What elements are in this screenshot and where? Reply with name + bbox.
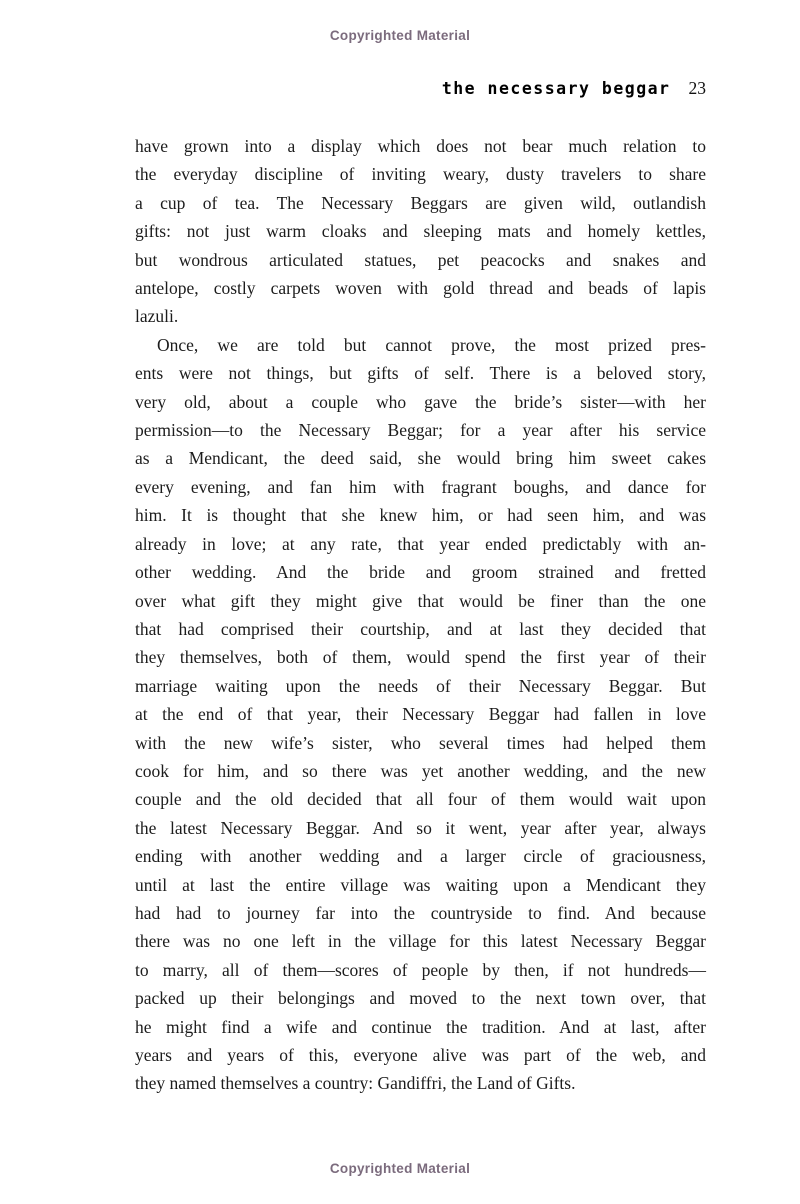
text-line: a cup of tea. The Necessary Beggars are given wild, outlandish	[135, 192, 706, 213]
text-line: ents were not things, but gifts of self. There is a beloved story,	[135, 363, 706, 384]
text-line: they themselves, both of them, would spend the first year of their	[135, 647, 706, 668]
text-line: antelope, costly carpets woven with gold thread and beads of lapis	[135, 278, 706, 299]
paragraph	[135, 132, 706, 331]
text-line: permission—to the Necessary Beggar; for a year after his service	[135, 420, 706, 441]
text-line: they named themselves a country: Gandiffri, the Land of Gifts.	[135, 1073, 576, 1094]
paragraph	[135, 331, 706, 1098]
text-line: had had to journey far into the countryside to find. And because	[135, 902, 706, 923]
body-text	[135, 132, 706, 1098]
text-line: every evening, and fan him with fragrant boughs, and dance for	[135, 476, 706, 497]
page-number: 23	[688, 78, 706, 98]
text-line: but wondrous articulated statues, pet peacocks and snakes and	[135, 249, 706, 270]
copyright-notice-top: Copyrighted Material	[329, 28, 471, 43]
text-line: packed up their belongings and moved to the next town over, that	[135, 988, 706, 1009]
text-line: very old, about a couple who gave the bride’s sister—with her	[135, 391, 706, 412]
text-line: as a Mendicant, the deed said, she would bring him sweet cakes	[135, 448, 706, 469]
text-line: ending with another wedding and a larger circle of graciousness,	[135, 846, 706, 867]
text-line: there was no one left in the village for this latest Necessary Beggar	[135, 931, 706, 952]
running-header	[442, 78, 706, 99]
text-line: he might find a wife and continue the tradition. And at last, after	[135, 1016, 706, 1037]
text-line: marriage waiting upon the needs of their Necessary Beggar. But	[135, 675, 706, 696]
text-line: over what gift they might give that would be finer than the one	[135, 590, 706, 611]
text-line: to marry, all of them—scores of people by then, if not hundreds—	[135, 959, 706, 980]
text-line: other wedding. And the bride and groom strained and fretted	[135, 562, 706, 583]
text-line: him. It is thought that she knew him, or had seen him, and was	[135, 505, 706, 526]
text-line: years and years of this, everyone alive was part of the web, and	[135, 1045, 706, 1065]
copyright-notice-bottom: Copyrighted Material	[329, 1161, 471, 1176]
text-line: with the new wife’s sister, who several times had helped them	[135, 732, 706, 753]
text-line: Once, we are told but cannot prove, the most prized pres-	[157, 334, 706, 355]
text-line: already in love; at any rate, that year ended predictably with an-	[135, 533, 706, 554]
text-line: lazuli.	[135, 306, 179, 327]
text-line: the latest Necessary Beggar. And so it went, year after year, always	[135, 817, 706, 838]
text-line: at the end of that year, their Necessary Beggar had fallen in love	[135, 704, 706, 725]
text-line: couple and the old decided that all four of them would wait upon	[135, 789, 706, 810]
text-line: gifts: not just warm cloaks and sleeping mats and homely kettles,	[135, 221, 706, 242]
text-line: until at last the entire village was waiting upon a Mendicant they	[135, 874, 706, 895]
text-line: have grown into a display which does not bear much relation to	[135, 136, 706, 156]
text-line: that had comprised their courtship, and at last they decided that	[135, 618, 706, 639]
text-line: the everyday discipline of inviting weary, dusty travelers to share	[135, 164, 706, 185]
running-title: the necessary beggar	[441, 79, 671, 98]
text-line: cook for him, and so there was yet another wedding, and the new	[135, 760, 706, 781]
